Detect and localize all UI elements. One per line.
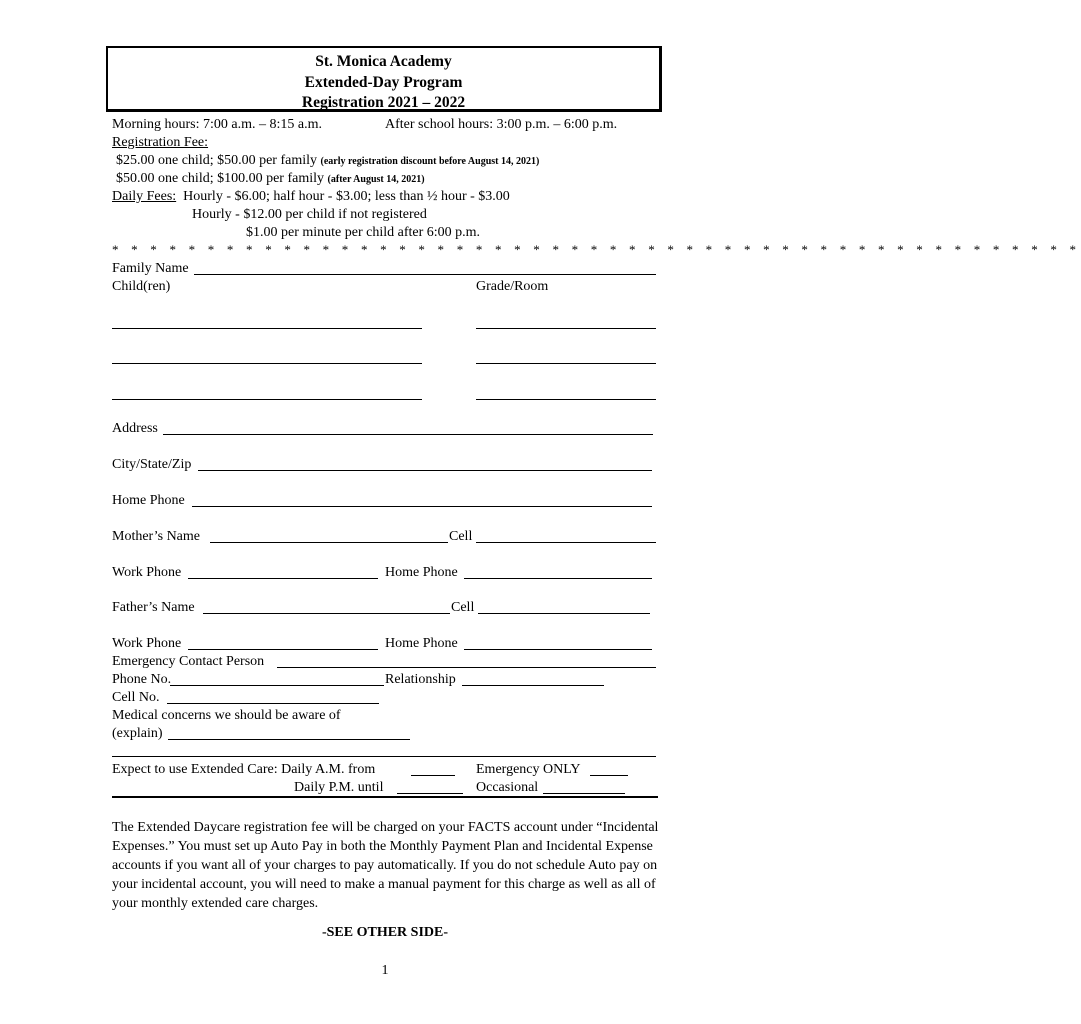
grade-2-line[interactable] <box>476 363 656 364</box>
home-phone-line[interactable] <box>192 506 652 507</box>
occasional-label: Occasional <box>476 780 539 795</box>
phone-no-line[interactable] <box>170 685 384 686</box>
city-state-zip-line[interactable] <box>198 470 652 471</box>
fathers-name-label: Father’s Name <box>112 600 195 615</box>
emergency-contact-label: Emergency Contact Person <box>112 654 265 669</box>
page-number: 1 <box>381 963 389 978</box>
emergency-only-label: Emergency ONLY <box>476 762 581 777</box>
am-from-line[interactable] <box>411 775 455 776</box>
mother-home-phone-line[interactable] <box>464 578 652 579</box>
grade-room-label: Grade/Room <box>476 279 549 294</box>
child-1-line[interactable] <box>112 328 422 329</box>
grade-3-line[interactable] <box>476 399 656 400</box>
emergency-only-line[interactable] <box>590 775 628 776</box>
medical-concerns-label: Medical concerns we should be aware of <box>112 708 341 723</box>
see-other-side: -SEE OTHER SIDE- <box>321 925 449 940</box>
mother-work-phone-label: Work Phone <box>112 565 182 580</box>
morning-hours: Morning hours: 7:00 a.m. – 8:15 a.m. <box>112 117 322 132</box>
section-divider <box>112 796 658 798</box>
cell-no-label: Cell No. <box>112 690 160 705</box>
children-label: Child(ren) <box>112 279 171 294</box>
school-name: St. Monica Academy <box>315 53 452 70</box>
program-name: Extended-Day Program <box>304 73 463 91</box>
mothers-name-label: Mother’s Name <box>112 529 200 544</box>
father-cell-label: Cell <box>451 600 475 615</box>
fee-line-late <box>116 170 425 189</box>
address-line[interactable] <box>163 434 653 435</box>
child-3-line[interactable] <box>112 399 422 400</box>
family-name-line[interactable] <box>194 274 656 275</box>
fee-late-note: (after August 14, 2021) <box>327 174 425 185</box>
title-box <box>106 46 662 112</box>
pm-until-line[interactable] <box>397 793 463 794</box>
star-separator: * * * * * * * * * * * * * * * * * * * * * * * * * * * * * * * * * * * * * * * * * * * * * * * * * * * <box>112 242 1081 257</box>
address-label: Address <box>112 421 158 436</box>
medical-explain-line[interactable] <box>168 739 410 740</box>
fee-early-main: $25.00 one child; $50.00 per family <box>116 153 318 168</box>
mother-cell-label: Cell <box>449 529 473 544</box>
afterschool-hours: After school hours: 3:00 p.m. – 6:00 p.m. <box>385 117 618 132</box>
fee-early-note: (early registration discount before August 14, 2021) <box>320 156 540 167</box>
father-work-phone-label: Work Phone <box>112 636 182 651</box>
relationship-label: Relationship <box>385 672 456 687</box>
city-state-zip-label: City/State/Zip <box>112 457 192 472</box>
daily-pm-label: Daily P.M. until <box>294 780 384 795</box>
medical-extra-line[interactable] <box>112 756 656 757</box>
family-name-label: Family Name <box>112 261 189 276</box>
mother-home-phone-label: Home Phone <box>385 565 458 580</box>
fee-late-main: $50.00 one child; $100.00 per family <box>116 171 325 186</box>
father-work-phone-line[interactable] <box>188 649 378 650</box>
daily-fees-late: $1.00 per minute per child after 6:00 p.m. <box>246 225 481 240</box>
relationship-line[interactable] <box>462 685 604 686</box>
occasional-line[interactable] <box>543 793 625 794</box>
daily-fees-hourly: Hourly - $6.00; half hour - $3.00; less than ½ hour - $3.00 <box>183 189 510 204</box>
daily-fees-line <box>112 188 510 206</box>
mother-cell-line[interactable] <box>476 542 656 543</box>
father-home-phone-label: Home Phone <box>385 636 458 651</box>
facts-notice: The Extended Daycare registration fee will be charged on your FACTS account under “Incidental Expenses.” You must set up Auto Pay in both the Monthly Payment Plan and Incidental Expense accounts if you want all of your charges to pay automatically. If you do not schedule Auto pay on your incidental account, you will need to make a manual payment for this charge as well as all of your monthly extended care charges. <box>112 820 659 911</box>
mother-work-phone-line[interactable] <box>188 578 378 579</box>
emergency-contact-line[interactable] <box>277 667 656 668</box>
home-phone-label: Home Phone <box>112 493 185 508</box>
cell-no-line[interactable] <box>167 703 379 704</box>
grade-1-line[interactable] <box>476 328 656 329</box>
registration-fee-label: Registration Fee: <box>112 135 209 150</box>
expect-care-label: Expect to use Extended Care: Daily A.M. from <box>112 762 376 777</box>
daily-fees-label: Daily Fees: <box>112 189 177 204</box>
daily-fees-unregistered: Hourly - $12.00 per child if not registered <box>192 207 427 222</box>
phone-no-label: Phone No. <box>112 672 172 687</box>
mothers-name-line[interactable] <box>210 542 448 543</box>
fathers-name-line[interactable] <box>203 613 450 614</box>
father-cell-line[interactable] <box>478 613 650 614</box>
child-2-line[interactable] <box>112 363 422 364</box>
father-home-phone-line[interactable] <box>464 649 652 650</box>
medical-explain-label: (explain) <box>112 726 163 741</box>
registration-year: Registration 2021 – 2022 <box>301 94 466 111</box>
fee-line-early <box>116 152 539 171</box>
